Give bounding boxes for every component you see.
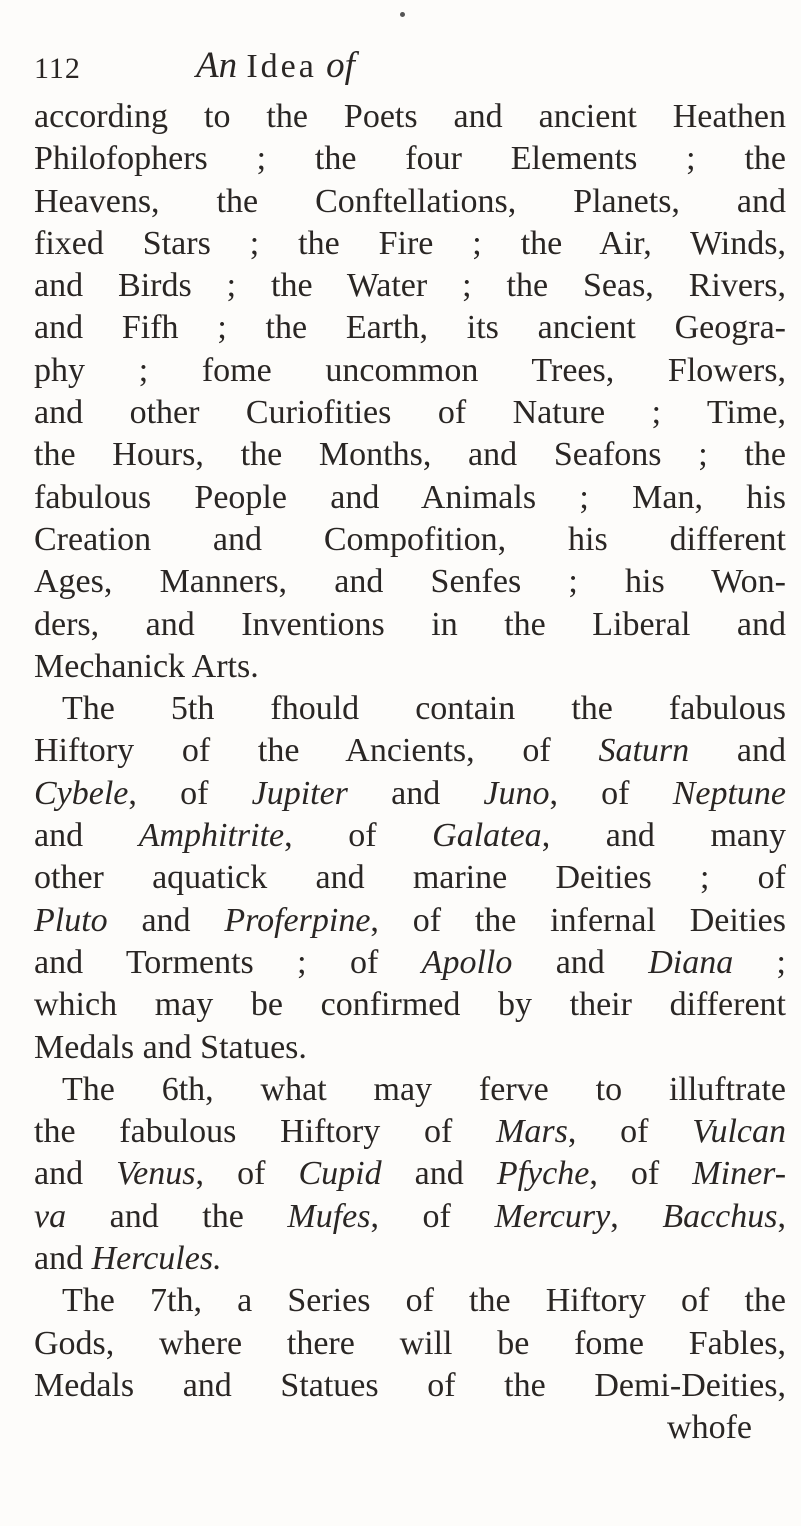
running-title-idea: Idea xyxy=(246,48,317,85)
text-run: The 6th, what may ferve to illuftrate xyxy=(62,1070,786,1108)
text-line xyxy=(34,604,786,646)
page-header xyxy=(34,30,774,100)
text-run: , of xyxy=(128,774,252,812)
text-line xyxy=(34,900,786,942)
text-line xyxy=(34,1027,786,1069)
text-line xyxy=(34,477,786,519)
text-line xyxy=(34,646,786,688)
text-line xyxy=(34,434,786,476)
text-run: , of the infernal Deities xyxy=(370,901,787,939)
text-line xyxy=(34,1111,786,1153)
text-run: and xyxy=(347,774,484,812)
text-line xyxy=(34,1069,786,1111)
text-run: and Fifh ; the Earth, its ancient Geogra- xyxy=(34,309,786,347)
text-run: ; xyxy=(733,943,787,981)
text-run: other aquatick and marine Deities ; of xyxy=(34,859,786,897)
running-title-of: of xyxy=(326,45,355,86)
text-line xyxy=(34,1407,786,1449)
italic-name: Neptune xyxy=(672,774,786,812)
italic-name: Mars xyxy=(496,1113,568,1151)
italic-name: Bacchus xyxy=(662,1197,778,1235)
italic-name: Miner- xyxy=(692,1155,787,1193)
text-run: phy ; fome uncommon Trees, Flowers, xyxy=(34,351,786,389)
text-run: and xyxy=(34,817,139,855)
text-line xyxy=(34,773,786,815)
running-title-an: An xyxy=(196,45,238,86)
italic-name: Pfyche xyxy=(496,1155,590,1193)
text-run: and xyxy=(107,901,225,939)
text-run: Hiftory of the Ancients, of xyxy=(34,732,599,770)
text-run: , of xyxy=(589,1155,693,1193)
text-line xyxy=(34,984,786,1026)
text-line xyxy=(34,96,786,138)
text-run: , of xyxy=(567,1113,693,1151)
running-title xyxy=(196,44,355,87)
text-run: which may be confirmed by their different xyxy=(34,986,786,1024)
italic-name: Cupid xyxy=(298,1155,382,1193)
text-run: Medals and Statues of the Demi-Deities, xyxy=(34,1366,786,1404)
italic-name: Mercury xyxy=(494,1197,611,1235)
italic-name: Jupiter xyxy=(251,774,348,812)
text-run: , xyxy=(777,1197,786,1235)
text-run: and the xyxy=(66,1197,288,1235)
italic-name: Mufes xyxy=(287,1197,371,1235)
text-line xyxy=(34,815,786,857)
text-run: Creation and Compofition, his different xyxy=(34,520,786,558)
text-run: Gods, where there will be fome Fables, xyxy=(34,1324,786,1362)
text-line xyxy=(34,307,786,349)
text-line xyxy=(34,1238,786,1280)
italic-name: Proferpine xyxy=(224,901,371,939)
text-run: and xyxy=(381,1155,497,1193)
text-run: The 7th, a Series of the Hiftory of the xyxy=(62,1282,786,1320)
italic-name: Apollo xyxy=(421,943,513,981)
text-run: the fabulous Hiftory of xyxy=(34,1113,497,1151)
text-line xyxy=(34,265,786,307)
text-run: Ages, Manners, and Senfes ; his Won- xyxy=(34,563,786,601)
text-line xyxy=(34,350,786,392)
italic-name: Diana xyxy=(648,943,734,981)
text-run: and xyxy=(34,1155,117,1193)
text-run: , of xyxy=(284,817,433,855)
text-run: , of xyxy=(195,1155,299,1193)
italic-name: Hercules. xyxy=(91,1240,222,1278)
text-run: Heavens, the Conftellations, Planets, and xyxy=(34,182,786,220)
text-line xyxy=(34,561,786,603)
italic-name: Saturn xyxy=(598,732,690,770)
text-line xyxy=(34,942,786,984)
text-run: , of xyxy=(549,774,673,812)
text-run: and xyxy=(512,943,649,981)
italic-name: Juno xyxy=(483,774,550,812)
text-line xyxy=(34,688,786,730)
body-text xyxy=(34,96,786,1450)
text-run: ders, and Inventions in the Liberal and xyxy=(34,605,786,643)
text-run: and Birds ; the Water ; the Seas, Rivers, xyxy=(34,267,786,305)
italic-name: Venus xyxy=(116,1155,196,1193)
text-line xyxy=(34,1323,786,1365)
text-run: fabulous People and Animals ; Man, his xyxy=(34,478,786,516)
text-run: fixed Stars ; the Fire ; the Air, Winds, xyxy=(34,224,786,262)
text-run: according to the Poets and ancient Heathen xyxy=(34,98,786,135)
text-line xyxy=(34,1196,786,1238)
italic-name: Cybele xyxy=(34,774,129,812)
text-run: , xyxy=(610,1197,663,1235)
text-line xyxy=(34,1280,786,1322)
text-run: The 5th fhould contain the fabulous xyxy=(62,690,786,728)
ink-speck xyxy=(400,12,405,17)
text-line xyxy=(34,730,786,772)
text-run: and xyxy=(689,732,786,770)
italic-name: Pluto xyxy=(34,901,108,939)
page-number: 112 xyxy=(34,52,81,85)
text-run: and Torments ; of xyxy=(34,943,422,981)
text-line xyxy=(34,138,786,180)
text-run: Philofophers ; the four Elements ; the xyxy=(34,140,786,178)
text-run: and other Curiofities of Nature ; Time, xyxy=(34,394,786,432)
text-line xyxy=(34,857,786,899)
text-run: and xyxy=(34,1240,92,1278)
italic-name: Galatea xyxy=(432,817,542,855)
text-run: the Hours, the Months, and Seafons ; the xyxy=(34,436,786,474)
text-run: , and many xyxy=(541,817,786,855)
text-line xyxy=(34,181,786,223)
text-run: Mechanick Arts. xyxy=(34,647,259,685)
text-run: whofe xyxy=(667,1409,752,1447)
text-line xyxy=(34,519,786,561)
italic-name: Amphitrite xyxy=(138,817,285,855)
text-line xyxy=(34,1153,786,1195)
text-run: , of xyxy=(370,1197,495,1235)
italic-name: Vulcan xyxy=(692,1113,786,1151)
italic-name: va xyxy=(34,1197,67,1235)
text-line xyxy=(34,1365,786,1407)
text-line xyxy=(34,223,786,265)
text-line xyxy=(34,392,786,434)
text-run: Medals and Statues. xyxy=(34,1028,307,1066)
